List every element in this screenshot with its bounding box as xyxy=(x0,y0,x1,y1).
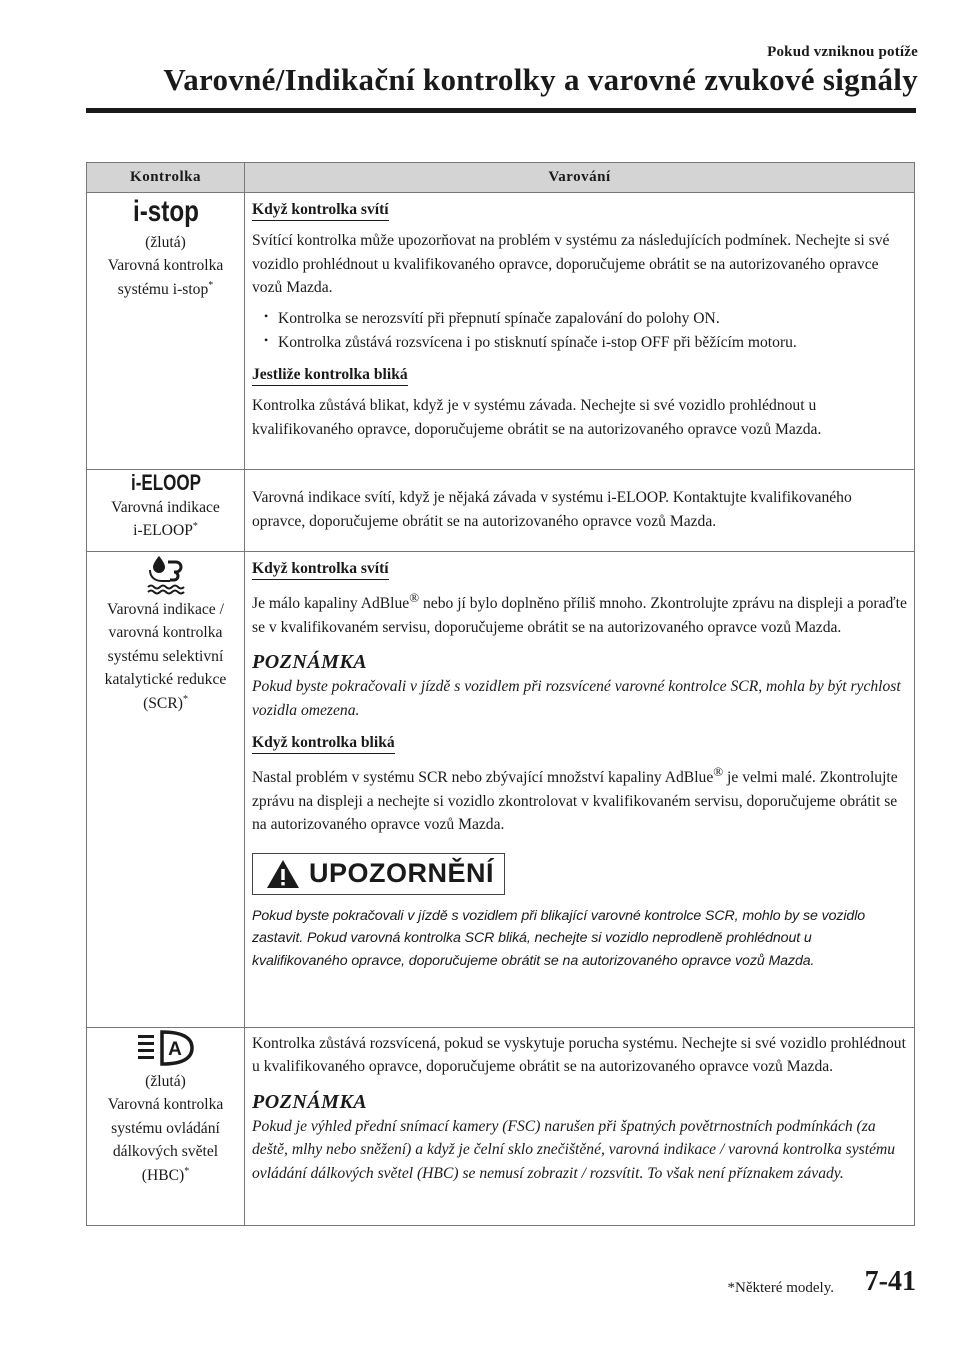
warning-cell xyxy=(245,1028,915,1226)
section-title: Pokud vzniknou potíže xyxy=(767,44,918,60)
table-row xyxy=(87,193,915,470)
indicator-cell xyxy=(87,470,245,552)
caution-label: UPOZORNĚNÍ xyxy=(309,857,495,888)
indicator-label-line: katalytické redukce xyxy=(104,671,227,689)
indicator-cell xyxy=(87,552,245,1028)
subheading-lit: Když kontrolka svítí xyxy=(252,559,389,580)
indicator-label-line: systému ovládání xyxy=(111,1119,220,1137)
indicator-label-line: Varovná kontrolka xyxy=(107,1096,224,1114)
paragraph: Varovná indikace svítí, když je nějaká závada v systému i-ELOOP. Kontaktujte kvalifikovaného opravce, doporučujeme obrátit se na autorizovaného opravce vozů Mazda. xyxy=(252,489,852,530)
note-text: Pokud je výhled přední snímací kamery (FSC) narušen při špatných povětrnostních podmínkách (za deště, mlhy nebo sněžení) a když je čelní sklo znečištěné, varovná indikace / varovná kontrolka systému ovládání dálkových světel (HBC) se nemusí zobrazit / rozsvítit. To však není příznakem závady. xyxy=(252,1117,896,1182)
svg-text:i-stop: i-stop xyxy=(132,195,199,228)
subheading-flashing: Jestliže kontrolka bliká xyxy=(252,365,408,386)
scr-adblue-icon xyxy=(144,552,188,596)
indicator-label-line: systému selektivní xyxy=(107,647,224,665)
indicator-color-label: (žlutá) xyxy=(145,1073,186,1090)
indicator-label-line: (SCR)* xyxy=(143,693,188,712)
note-text: Pokud byste pokračovali v jízdě s vozidlem při rozsvícené varovné kontrolce SCR, mohla by být rychlost vozidla omezena. xyxy=(252,678,901,719)
page-number: 7-41 xyxy=(864,1266,916,1297)
indicator-label-line: Varovná indikace / xyxy=(107,601,224,618)
caution-text: Pokud byste pokračovali v jízdě s vozidlem při blikající varovné kontrolce SCR, mohlo by se vozidlo zastavit. Pokud varovná kontrolka SCR bliká, nechejte si vozidlo neprodleně prohlédnout u kvalifikovaného opravce, doporučujeme obrátit se na autorizovaného opravce vozů Mazda. xyxy=(252,907,866,970)
heading-rule xyxy=(86,108,916,113)
indicator-cell xyxy=(87,193,245,470)
column-header-warning: Varování xyxy=(245,163,915,193)
footnote: *Některé modely. xyxy=(727,1280,834,1296)
indicator-label-line: dálkových světel xyxy=(112,1143,219,1161)
note-heading: POZNÁMKA xyxy=(252,651,368,674)
indicator-label-line: (HBC)* xyxy=(141,1165,190,1184)
table-row xyxy=(87,552,915,1028)
warning-cell xyxy=(245,552,915,1028)
table-row xyxy=(87,1028,915,1226)
warning-lights-table xyxy=(86,162,915,1226)
svg-text:i-ELOOP: i-ELOOP xyxy=(130,470,201,495)
table-header-row xyxy=(87,163,915,193)
indicator-color-label: (žlutá) xyxy=(145,234,186,251)
caution-box xyxy=(252,853,505,895)
svg-text:A: A xyxy=(167,1039,182,1060)
list-item: • Kontrolka se nerozsvítí při přepnutí spínače zapalování do polohy ON. xyxy=(262,307,908,330)
indicator-label-line: varovná kontrolka xyxy=(108,624,223,642)
paragraph: Nastal problém v systému SCR nebo zbývající množství kapaliny AdBlue® je velmi malé. Zkontrolujte zprávu na displeji a nechejte si vozidlo zkontrolovat v kvalifikovaném servisu, doporučujeme obrátit se na autorizovaného opravce vozů Mazda. xyxy=(252,764,898,834)
indicator-label-line: Varovná kontrolka xyxy=(107,257,224,275)
i-eloop-icon xyxy=(129,470,203,494)
table-row xyxy=(87,470,915,552)
page-title: Varovné/Indikační kontrolky a varovné zvukové signály xyxy=(163,62,918,97)
paragraph: Kontrolka zůstává blikat, když je v systému závada. Nechejte si své vozidlo prohlédnout u kvalifikovaného opravce, doporučujeme obrátit se na autorizovaného opravce vozů Mazda. xyxy=(252,397,822,438)
subheading-flashing: Když kontrolka bliká xyxy=(252,733,395,754)
note-heading: POZNÁMKA xyxy=(252,1090,368,1113)
subheading-lit: Když kontrolka svítí xyxy=(252,200,389,221)
indicator-cell xyxy=(87,1028,245,1226)
high-beam-control-icon xyxy=(134,1028,198,1068)
column-header-indicator: Kontrolka xyxy=(87,163,245,193)
warning-cell xyxy=(245,470,915,552)
indicator-label-line: Varovná indikace xyxy=(111,499,220,516)
indicator-label-line: systému i-stop* xyxy=(117,279,214,298)
warning-triangle-icon xyxy=(265,858,301,890)
i-stop-icon xyxy=(131,193,201,229)
list-item: • Kontrolka zůstává rozsvícena i po stisknutí spínače i-stop OFF při běžícím motoru. xyxy=(262,331,908,354)
paragraph: Svítící kontrolka může upozorňovat na problém v systému za následujících podmínek. Nechejte si své vozidlo prohlédnout u kvalifikovaného opravce, doporučujeme obrátit se na autorizovaného opravce vozů Mazda. xyxy=(252,232,890,297)
indicator-label-line: i-ELOOP* xyxy=(133,521,198,540)
paragraph: Je málo kapaliny AdBlue® nebo jí bylo doplněno příliš mnoho. Zkontrolujte zprávu na displeji a poraďte se v kvalifikovaném servisu, doporučujeme obrátit se na autorizovaného opravce vozů Mazda. xyxy=(252,590,907,636)
warning-cell xyxy=(245,193,915,470)
bullet-list xyxy=(262,307,908,354)
paragraph: Kontrolka zůstává rozsvícená, pokud se vyskytuje porucha systému. Nechejte si své vozidlo prohlédnout u kvalifikovaného opravce, doporučujeme obrátit se na autorizovaného opravce vozů Mazda. xyxy=(252,1035,906,1076)
